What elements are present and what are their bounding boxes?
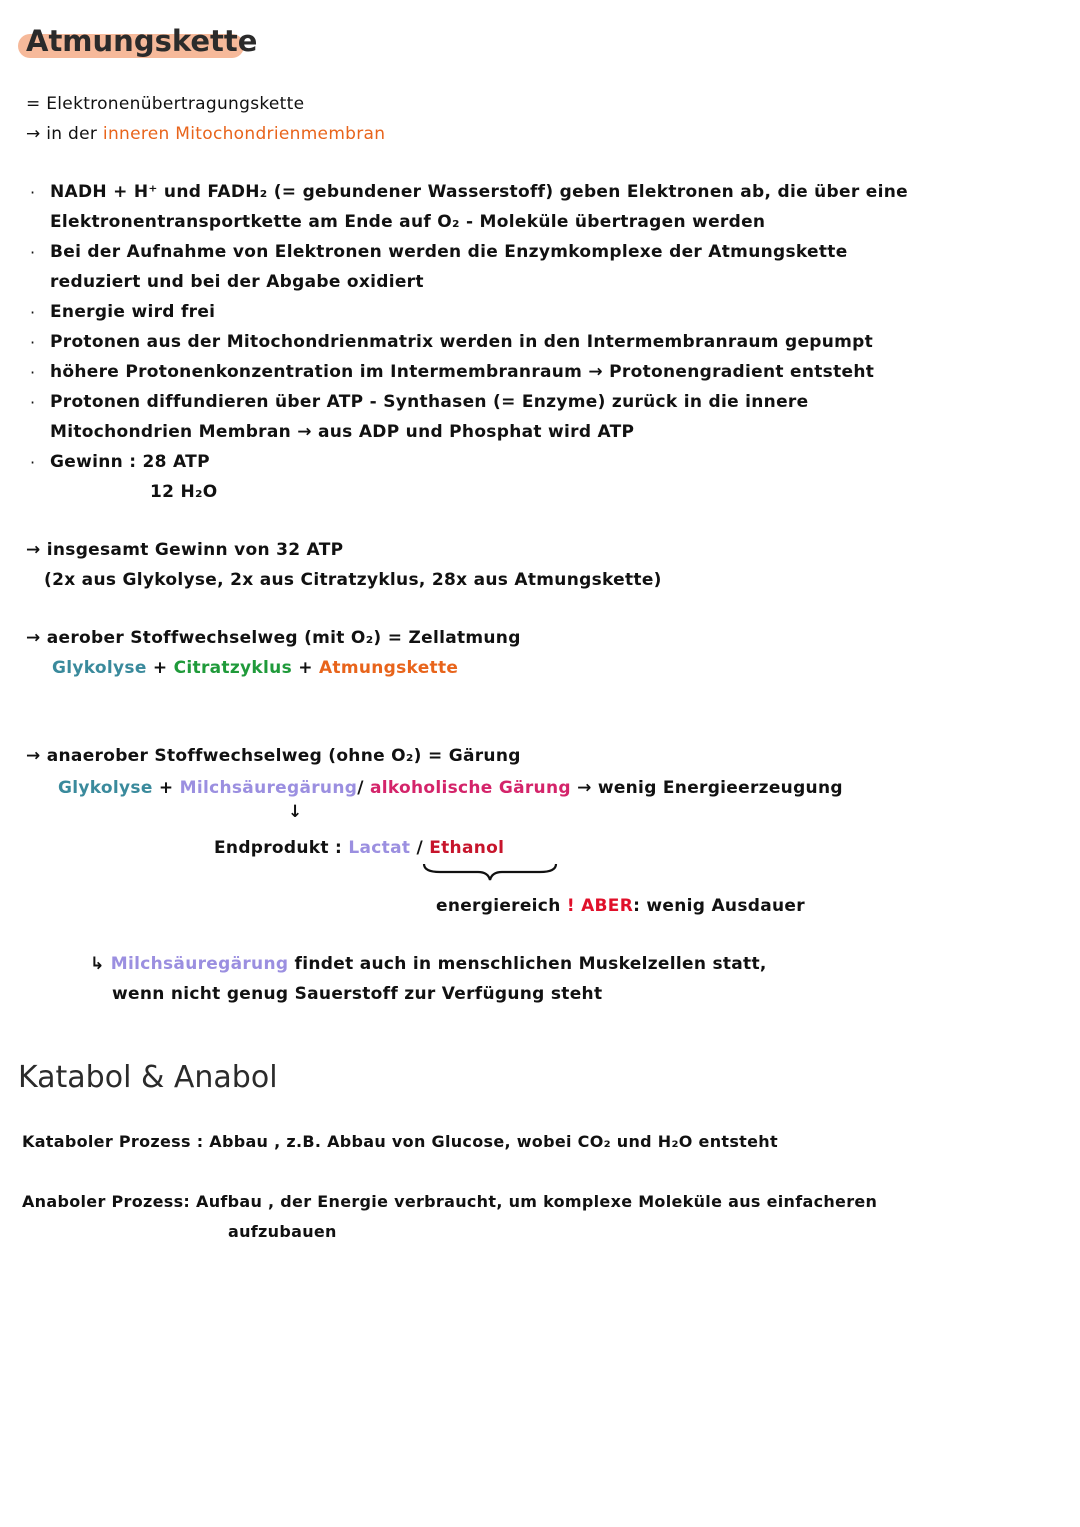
lactat-term: Lactat [348,838,411,858]
down-arrow-icon: ↓ [288,802,303,822]
bullet-dot: · [30,183,36,202]
curly-brace-icon [420,860,560,882]
aerob-steps [52,658,458,678]
glykolyse-term: Glykolyse [52,658,147,678]
section-title: Katabol & Anabol [18,1060,278,1095]
katabol-line [22,1132,778,1152]
bullet-dot: · [30,303,36,322]
bullet-text: reduziert und bei der Abgabe oxidiert [50,272,424,292]
bullet-text: Mitochondrien Membran → aus ADP und Phosphat wird ATP [50,422,635,442]
aerob-line: → aerober Stoffwechselweg (mit O₂) = Zellatmung [26,628,521,648]
bullet-dot: · [30,393,36,412]
bullet-dot: · [30,453,36,472]
aber-rest: : wenig Ausdauer [633,896,805,916]
intro-line-1: = Elektronenübertragungskette [26,94,305,114]
ethanol-term: Ethanol [429,838,505,858]
bullet-text: Protonen aus der Mitochondrienmatrix werden in den Intermembranraum gepumpt [50,332,874,352]
bullet-text: Protonen diffundieren über ATP - Synthasen (= Enzyme) zurück in die innere [50,392,809,412]
bullet-text: Energie wird frei [50,302,216,322]
milch-note-line-2: wenn nicht genug Sauerstoff zur Verfügung steht [112,984,603,1004]
endprodukt-line: Endprodukt : Lactat / Ethanol [214,838,505,858]
milch-note-line-1 [90,954,767,974]
bullet-text: Bei der Aufnahme von Elektronen werden die Enzymkomplexe der Atmungskette [50,242,848,262]
katabol-label: Kataboler Prozess [22,1132,191,1151]
bullet-dot: · [30,363,36,382]
slash: / [357,778,364,798]
katabol-text: : Abbau , z.B. Abbau von Glucose, wobei CO₂ und H₂O entsteht [196,1132,778,1151]
aber-badge: ! ABER [566,896,634,916]
page-title: Atmungskette [26,24,258,58]
energy-line [436,896,805,916]
plus-sign: + [152,658,168,678]
endprodukt-label: Endprodukt : [214,838,343,858]
bullet-dot: · [30,333,36,352]
bullet-text: höhere Protonenkonzentration im Intermembranraum → Protonengradient entsteht [50,362,875,382]
anaerob-steps [58,778,843,798]
total-breakdown: (2x aus Glykolyse, 2x aus Citratzyklus, 28x aus Atmungskette) [44,570,662,590]
anabol-line [22,1192,877,1212]
anabol-line-2: aufzubauen [228,1222,337,1241]
milchsaeure-term: Milchsäuregärung [179,778,358,798]
alkohol-term: alkoholische Gärung [369,778,571,798]
intro-line-2 [26,124,385,144]
anabol-text: Aufbau , der Energie verbraucht, um komplexe Moleküle aus einfacheren [196,1192,878,1211]
bullet-dot: · [30,243,36,262]
energiereich-text: energiereich [436,896,561,916]
bullet-text: Elektronentransportkette am Ende auf O₂ - Moleküle übertragen werden [50,212,766,232]
milchsaeure-term: Milchsäuregärung [110,954,289,974]
glykolyse-term: Glykolyse [58,778,153,798]
anabol-label: Anaboler Prozess: [22,1192,191,1211]
gain-atp: Gewinn : 28 ATP [50,452,210,472]
atmungskette-term: Atmungskette [318,658,459,678]
anaerob-line: → anaerober Stoffwechselweg (ohne O₂) = Gärung [26,746,521,766]
return-arrow-icon: ↳ [90,954,105,974]
gain-water: 12 H₂O [150,482,218,502]
note-text: findet auch in menschlichen Muskelzellen statt, [294,954,767,974]
citratzyklus-term: Citratzyklus [173,658,292,678]
total-gain: → insgesamt Gewinn von 32 ATP [26,540,344,560]
plus-sign: + [298,658,313,678]
intro-line-2-prefix: → in der [26,124,98,144]
plus-sign: + [158,778,174,798]
bullet-text: NADH + H⁺ und FADH₂ (= gebundener Wasserstoff) geben Elektronen ab, die über eine [50,182,908,202]
inner-membrane-term: inneren Mitochondrienmembran [102,124,386,144]
energy-result: → wenig Energieerzeugung [577,778,843,798]
